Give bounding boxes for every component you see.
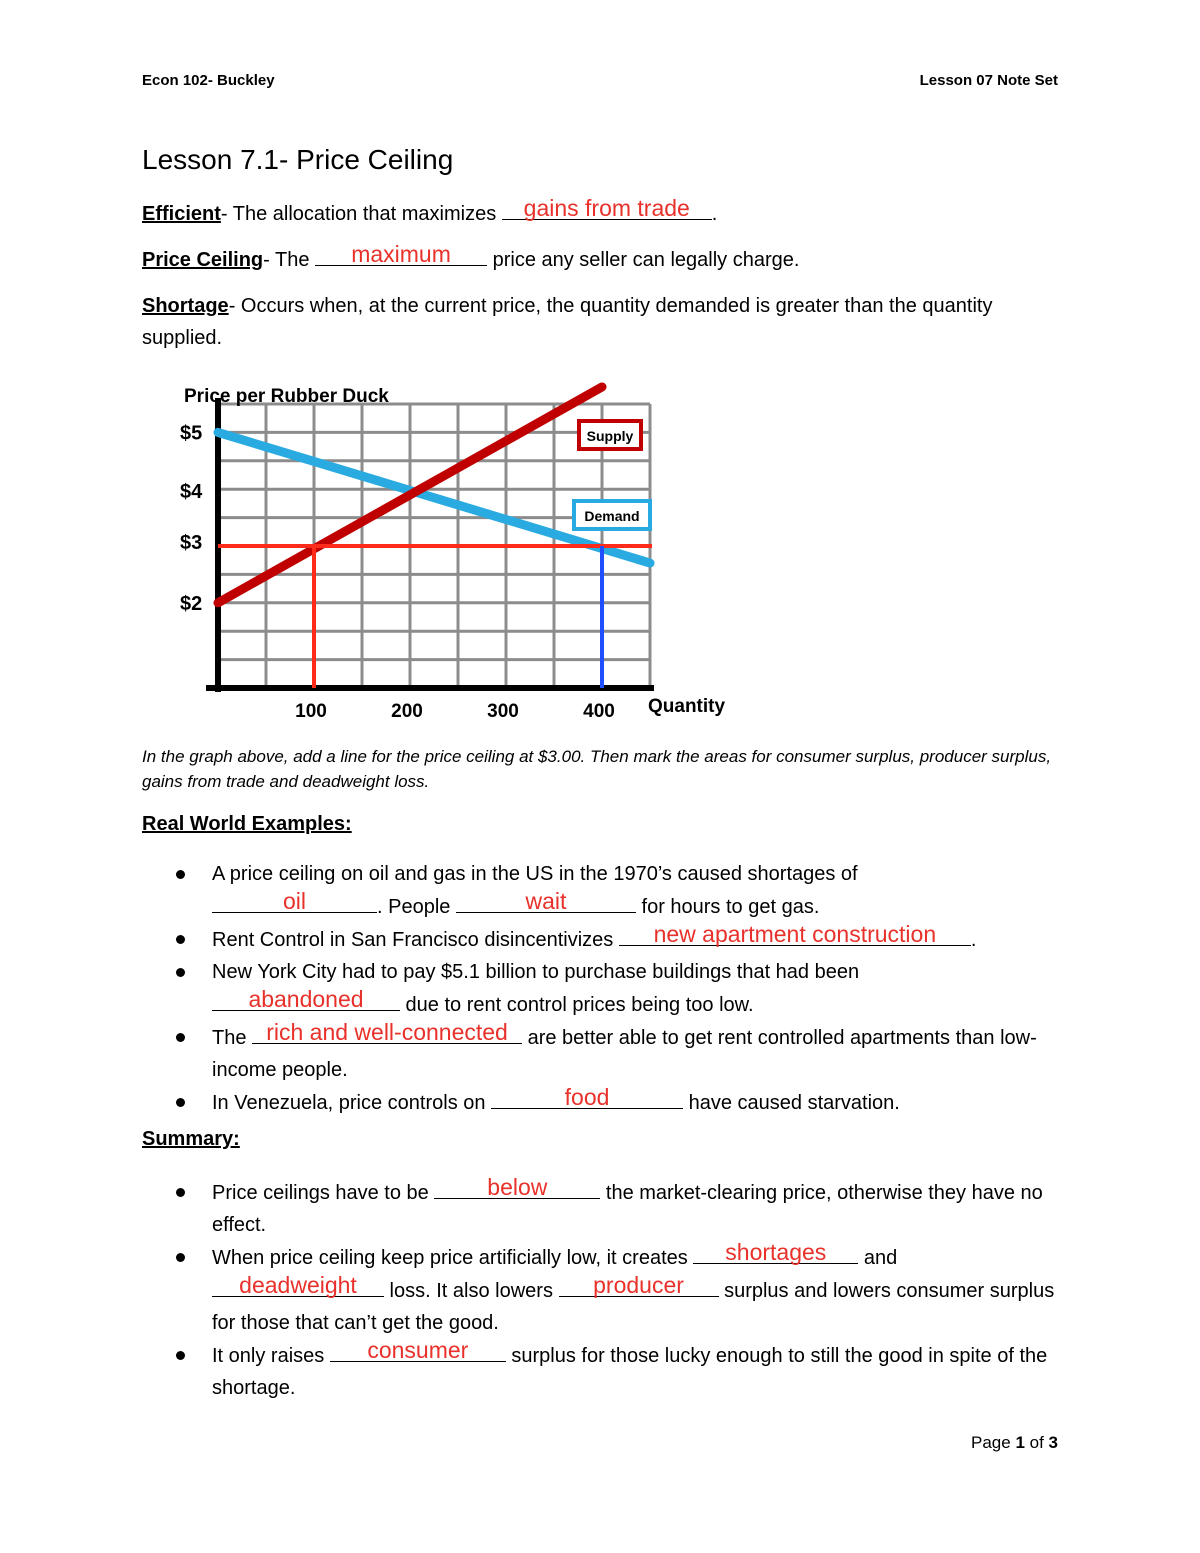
answer-blank: [559, 1274, 719, 1297]
answer-shortages: shortages: [725, 1239, 827, 1265]
answer-blank: [252, 1021, 522, 1044]
list-item: [142, 956, 1062, 1021]
item-text: Price ceilings have to be: [212, 1182, 435, 1204]
item-text: Rent Control in San Francisco disincentivizes: [212, 929, 619, 951]
item-text: loss. It also lowers: [384, 1280, 559, 1302]
answer-deadweight: deadweight: [239, 1272, 357, 1298]
item-text: the market-clearing price, otherwise they have no effect.: [212, 1182, 1043, 1236]
answer-wait: wait: [525, 888, 567, 914]
answer-blank: [434, 1176, 600, 1199]
chart-title: Price per Rubber Duck: [184, 386, 389, 407]
definition-price-ceiling: [142, 243, 1062, 276]
x-tick-label: 400: [583, 701, 615, 722]
definition-efficient: [142, 197, 1062, 230]
item-text: It only raises: [212, 1345, 330, 1367]
answer-blank: [456, 890, 636, 913]
list-item: [142, 1021, 1062, 1086]
y-tick-label: $4: [180, 481, 203, 504]
graph-instruction: In the graph above, add a line for the price ceiling at $3.00. Then mark the areas for consumer surplus, producer surplus, gains from trade and deadweight loss.: [142, 747, 1052, 791]
list-item: [142, 858, 1062, 923]
x-axis-label: Quantity: [648, 696, 726, 717]
definition-text: - Occurs when, at the current price, the quantity demanded is greater than the quantity supplied.: [142, 295, 993, 349]
item-text: When price ceiling keep price artificially low, it creates: [212, 1247, 694, 1269]
answer-blank: [693, 1241, 858, 1264]
answer-blank: [619, 923, 971, 946]
current-page: 1: [1015, 1433, 1025, 1452]
answer-blank: [491, 1086, 683, 1109]
answer-food: food: [564, 1084, 610, 1110]
y-tick-label: $5: [180, 422, 203, 445]
definition-end: price any seller can legally charge.: [487, 249, 800, 271]
real-world-list: [142, 858, 1062, 1119]
list-item: [142, 1241, 1062, 1339]
x-tick-label: 100: [295, 701, 327, 722]
item-text: . People: [377, 896, 456, 918]
supply-demand-chart: [140, 378, 760, 738]
summary-heading: Summary:: [142, 1128, 240, 1150]
y-tick-label: $2: [180, 592, 203, 615]
term-price-ceiling: Price Ceiling: [142, 249, 264, 271]
item-text: and: [858, 1247, 898, 1269]
term-shortage: Shortage: [142, 295, 229, 317]
list-item: [142, 1176, 1062, 1241]
item-text: surplus for those lucky enough to still the good in spite of the shortage.: [212, 1345, 1048, 1399]
supply-legend-label: Supply: [586, 428, 634, 444]
real-world-heading: Real World Examples:: [142, 813, 352, 835]
item-text: have caused starvation.: [683, 1092, 900, 1114]
answer-blank: [212, 1274, 384, 1297]
total-pages: 3: [1048, 1433, 1058, 1452]
list-item: [142, 1086, 1062, 1119]
item-text: The: [212, 1027, 253, 1049]
answer-price-ceiling: maximum: [351, 241, 451, 267]
answer-oil: oil: [282, 888, 306, 914]
definition-shortage: [142, 290, 1062, 354]
item-text: are better able to get rent controlled apartments than low-income people.: [212, 1027, 1037, 1081]
item-text: due to rent control prices being too low.: [400, 994, 754, 1016]
y-tick-label: $3: [180, 532, 203, 554]
definition-text: - The allocation that maximizes: [220, 203, 502, 225]
definition-text: - The: [263, 249, 316, 271]
answer-blank: [212, 890, 377, 913]
definition-end: .: [711, 203, 718, 225]
header-note-set: Lesson 07 Note Set: [919, 72, 1058, 89]
item-text: A price ceiling on oil and gas in the US in the 1970’s caused shortages of: [212, 863, 858, 885]
header-course: Econ 102- Buckley: [142, 72, 275, 89]
answer-new-construction: new apartment construction: [653, 921, 937, 947]
item-text: for hours to get gas.: [635, 896, 820, 918]
summary-list: [142, 1176, 1062, 1404]
item-text: .: [970, 929, 977, 951]
item-text: New York City had to pay $5.1 billion to purchase buildings that had been: [212, 961, 860, 983]
answer-abandoned: abandoned: [248, 986, 364, 1012]
page-title: Lesson 7.1- Price Ceiling: [142, 144, 454, 175]
page-mid: of: [1024, 1433, 1049, 1452]
answer-blank: [502, 197, 712, 220]
answer-blank: [212, 988, 400, 1011]
list-item: [142, 1339, 1062, 1404]
answer-efficient: gains from trade: [523, 195, 690, 221]
list-item: [142, 923, 1062, 956]
demand-line: [218, 432, 650, 563]
answer-producer: producer: [593, 1272, 684, 1298]
answer-consumer: consumer: [367, 1337, 469, 1363]
x-tick-label: 300: [487, 701, 519, 722]
answer-blank: [315, 243, 487, 266]
x-tick-label: 200: [391, 701, 423, 722]
item-text: surplus and lowers consumer surplus for those that can’t get the good.: [212, 1280, 1055, 1334]
item-text: In Venezuela, price controls on: [212, 1092, 492, 1114]
page-prefix: Page: [971, 1433, 1016, 1452]
term-efficient: Efficient: [142, 203, 221, 225]
page-number: [971, 1433, 1058, 1453]
answer-rich: rich and well-connected: [266, 1019, 508, 1045]
demand-legend-label: Demand: [584, 508, 640, 524]
answer-below: below: [487, 1174, 548, 1200]
answer-blank: [330, 1339, 506, 1362]
